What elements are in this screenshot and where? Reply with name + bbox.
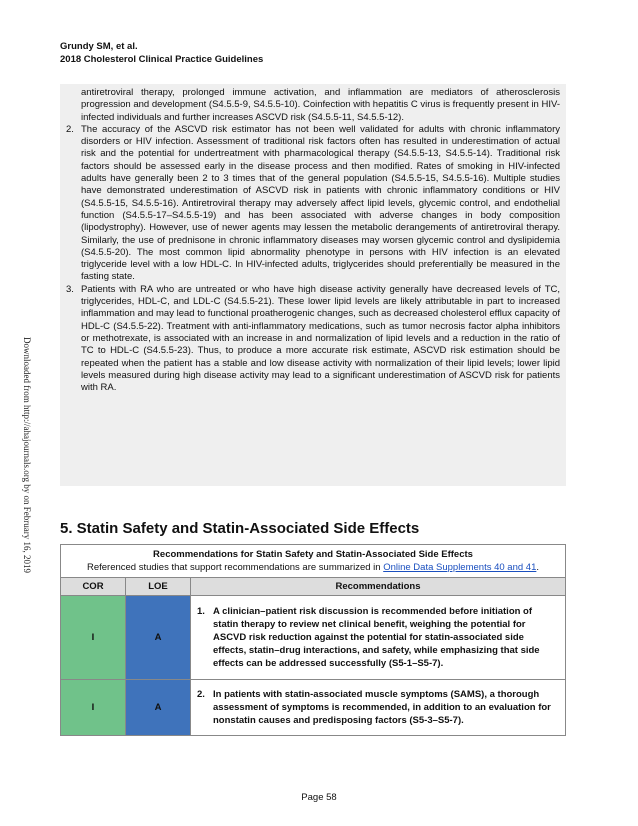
list-item <box>60 284 560 395</box>
loe-cell: A <box>126 680 191 736</box>
list-item-text: antiretroviral therapy, prolonged immune activation, and inflammation are mediators of atherosclerosis progression and development (S4.5.5-9, S4.5.5-10). Coinfection with hepatitis C virus is frequently present in HIV-infected individuals and further increases ASCVD risk (S4.5.5-11, S4.5.5-12). <box>81 87 560 123</box>
table-caption-note <box>69 561 557 574</box>
recommendation-text: A clinician–patient risk discussion is recommended before initiation of statin therapy to review net clinical benefit, weighing the potential for ASCVD risk reduction against the potential for statin-associated side effects, statin–drug interactions, and safety, while emphasizing that side effects can be addressed successfully (S5-1–S5-7). <box>213 606 540 669</box>
table-caption-title: Recommendations for Statin Safety and Statin-Associated Side Effects <box>153 549 473 560</box>
recommendations-table <box>60 544 566 736</box>
list-item-number: 3. <box>66 283 74 295</box>
list-item-text: The accuracy of the ASCVD risk estimator has not been well validated for adults with chronic inflammatory disorders or HIV infection. Assessment of traditional risk factors often has resulted in underestimation of actual risk and the potential for undertreatment with pharmacological therapy (S4.5.5-13, S4.5.5-14). Traditional risk factors should be assessed early in the disease process and then modified. Rates of smoking in HIV-infected adults have generally been 2 to 3 times that of the general population (S4.5.5-15, S4.5.5-16). Multiple studies have demonstrated underestimation of ASCVD risk in patients with chronic inflammatory conditions or HIV (S4.5.5-15, S4.5.5-16). Antiretroviral therapy may adversely affect lipid levels, glycemic control, and endothelial function (S4.5.5-17–S4.5.5-19) and has been associated with adverse changes in body composition (lipodystrophy). However, use of newer agents may lessen the metabolic derangements of antiretroviral therapy. Similarly, the use of prednisone in chronic inflammatory diseases may worsen glycemic control and dyslipidemia (S4.5.5-20). The most common lipid abnormality phenotype in persons with HIV infection is an elevated triglyceride level with a low HDL-C. In HIV-infected adults, triglycerides should preferentially be measured in the fasting state. <box>81 123 560 283</box>
supportive-text-list <box>60 87 560 394</box>
page-number: Page 58 <box>301 792 337 803</box>
header-cor: COR <box>61 578 126 596</box>
cor-cell: I <box>61 680 126 736</box>
table-row <box>61 680 566 736</box>
cor-cell: I <box>61 596 126 680</box>
recommendation-cell <box>191 596 566 680</box>
list-item <box>60 124 560 284</box>
table-row <box>61 596 566 680</box>
list-item-text: Patients with RA who are untreated or who have high disease activity generally have decreased levels of TC, triglycerides, HDL-C, and LDL-C (S4.5.5-21). These lower lipid levels are likely attributable in part to increased inflammation and may lead to functional proatherogenic changes, such as decreased cholesterol efflux capacity of HDL-C (S4.5.5-22). Treatment with anti-inflammatory medications, such as tumor necrosis factor alpha inhibitors or methotrexate, is associated with an increase in and normalization of lipid levels and a reduction in the ratio of TC to HDL-C (S4.5.5-23). Thus, to produce a more accurate risk estimate, ASCVD risk estimation should be repeated when the patient has a stable and low disease activity with normalization of their lipid levels; lower lipid levels measured during high disease activity may lead to a significant underestimation of ASCVD risk for patients with RA. <box>81 283 560 394</box>
header-loe: LOE <box>126 578 191 596</box>
caption-prefix: Referenced studies that support recommendations are summarized in <box>86 562 384 573</box>
header-author: Grundy SM, et al. <box>60 41 138 52</box>
recommendation-number: 1. <box>197 606 205 617</box>
section-title: 5. Statin Safety and Statin-Associated Side Effects <box>60 520 420 537</box>
list-item-number: 2. <box>66 123 74 135</box>
table-caption <box>61 545 566 578</box>
online-data-supplement-link[interactable]: Online Data Supplements 40 and 41 <box>383 562 537 573</box>
download-watermark <box>20 300 34 610</box>
list-item <box>60 87 560 124</box>
recommendation-text: In patients with statin-associated muscle symptoms (SAMS), a thorough assessment of symptoms is recommended, in addition to an evaluation for nonstatin causes and predisposing factors (S5-3–S5-7). <box>213 689 551 726</box>
header-title: 2018 Cholesterol Clinical Practice Guidelines <box>60 54 264 65</box>
recommendation-number: 2. <box>197 689 205 700</box>
recommendation-cell <box>191 680 566 736</box>
download-watermark-text: Downloaded from http://ahajournals.org by on February 16, 2019 <box>22 336 32 574</box>
running-header <box>60 40 263 66</box>
loe-cell: A <box>126 596 191 680</box>
caption-suffix: . <box>536 562 540 573</box>
header-recommendations: Recommendations <box>191 578 566 596</box>
table-header-row <box>61 578 566 596</box>
